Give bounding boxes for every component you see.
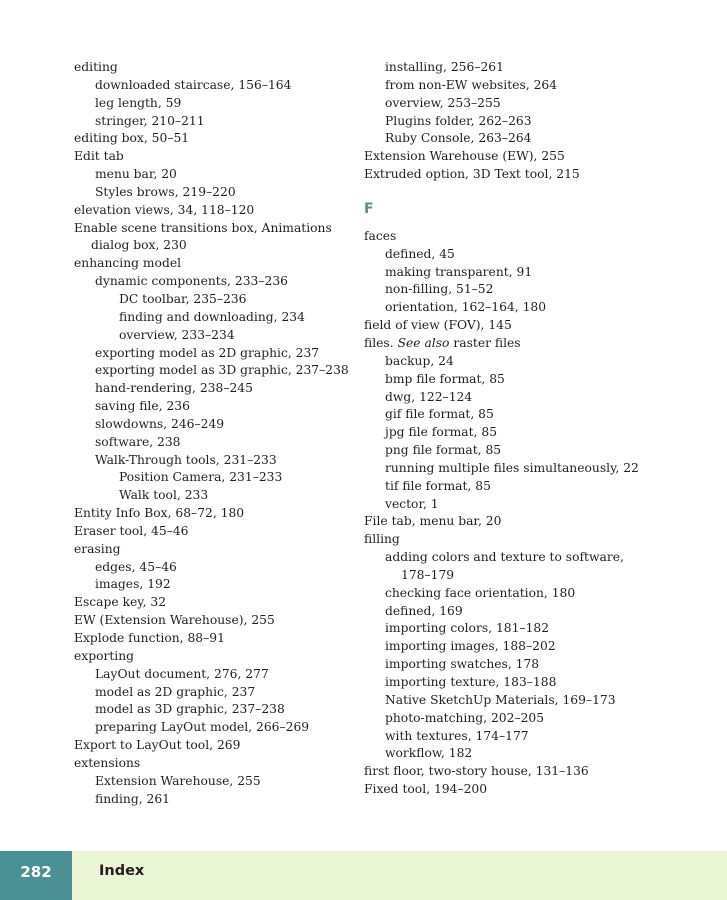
index-entry: editing <box>74 60 118 74</box>
index-subentry: downloaded staircase, 156–164 <box>95 77 292 92</box>
index-subentry: jpg file format, 85 <box>385 425 498 440</box>
index-subentry: overview, 233–234 <box>119 327 235 342</box>
index-subentry: dwg, 122–124 <box>385 389 473 404</box>
index-subentry: defined, 45 <box>385 246 455 261</box>
index-subentry: checking face orientation, 180 <box>385 585 576 600</box>
index-subentry: bmp file format, 85 <box>385 371 505 386</box>
index-subentry: finding, 261 <box>95 791 171 806</box>
footer-section-title: Index <box>99 863 145 879</box>
index-subentry: leg length, 59 <box>95 95 182 110</box>
index-subentry: edges, 45–46 <box>95 559 177 574</box>
index-subentry: images, 192 <box>95 577 171 592</box>
index-subentry: non-filling, 51–52 <box>385 282 494 297</box>
section-letter-heading: F <box>364 200 374 217</box>
index-subentry: model as 2D graphic, 237 <box>95 684 256 699</box>
index-entry: exporting <box>74 648 135 663</box>
see-also-ref: See also <box>397 335 450 350</box>
index-subentry: png file format, 85 <box>385 443 502 458</box>
index-subentry: Walk-Through tools, 231–233 <box>95 452 277 467</box>
index-subentry: Plugins folder, 262–263 <box>385 113 532 128</box>
index-entry: filling <box>364 532 400 547</box>
index-subentry: preparing LayOut model, 266–269 <box>95 720 310 735</box>
index-subentry: importing images, 188–202 <box>385 639 556 654</box>
index-subentry: model as 3D graphic, 237–238 <box>95 702 285 717</box>
index-subentry: backup, 24 <box>385 353 454 368</box>
index-entry: faces <box>364 228 397 243</box>
index-subentry: stringer, 210–211 <box>95 113 205 128</box>
index-subentry: exporting model as 3D graphic, 237–238 <box>95 363 349 378</box>
index-subentry: dynamic components, 233–236 <box>95 274 288 289</box>
index-subentry: importing swatches, 178 <box>385 657 540 672</box>
index-entry: Fixed tool, 194–200 <box>364 782 488 797</box>
index-entry: files. See also raster files <box>364 335 521 350</box>
index-entry: field of view (FOV), 145 <box>364 318 512 333</box>
index-column-right <box>364 59 664 799</box>
index-subentry: Styles brows, 219–220 <box>95 184 236 199</box>
index-subentry: overview, 253–255 <box>385 95 501 110</box>
page-footer <box>0 851 727 900</box>
index-entry: Export to LayOut tool, 269 <box>74 738 241 753</box>
index-subentry: Extension Warehouse, 255 <box>95 773 261 788</box>
index-subentry: defined, 169 <box>385 603 463 618</box>
index-entry: Edit tab <box>74 149 124 164</box>
index-subentry: importing colors, 181–182 <box>385 621 550 636</box>
index-entry: EW (Extension Warehouse), 255 <box>74 613 275 628</box>
index-subentry: Walk tool, 233 <box>119 488 209 503</box>
index-subentry: software, 238 <box>95 434 181 449</box>
index-entry: first floor, two-story house, 131–136 <box>364 764 589 779</box>
index-subentry: vector, 1 <box>385 496 439 511</box>
index-entry: Extruded option, 3D Text tool, 215 <box>364 167 580 182</box>
index-entry: Explode function, 88–91 <box>74 631 225 645</box>
index-entry: Eraser tool, 45–46 <box>74 523 189 538</box>
index-entry: editing box, 50–51 <box>74 131 190 146</box>
index-subentry: 178–179 <box>401 567 455 582</box>
page-number: 282 <box>0 851 72 900</box>
index-entry: File tab, menu bar, 20 <box>364 514 502 529</box>
index-subentry: photo-matching, 202–205 <box>385 710 545 725</box>
index-subentry: hand-rendering, 238–245 <box>95 381 253 396</box>
index-entry: Extension Warehouse (EW), 255 <box>364 149 565 164</box>
index-column-left <box>74 59 349 808</box>
index-subentry: Ruby Console, 263–264 <box>385 131 532 146</box>
index-subentry: adding colors and texture to software, <box>385 550 624 565</box>
index-subentry: making transparent, 91 <box>385 264 533 279</box>
index-subentry: LayOut document, 276, 277 <box>95 666 269 681</box>
index-subentry: from non-EW websites, 264 <box>385 77 558 92</box>
index-subentry: gif file format, 85 <box>385 407 494 422</box>
index-subentry: orientation, 162–164, 180 <box>385 300 547 315</box>
index-entry: Entity Info Box, 68–72, 180 <box>74 506 245 521</box>
index-subentry: running multiple files simultaneously, 22 <box>385 460 639 475</box>
index-subentry: exporting model as 2D graphic, 237 <box>95 345 320 360</box>
index-entry: erasing <box>74 541 121 556</box>
index-subentry: with textures, 174–177 <box>385 728 529 743</box>
index-subentry: Native SketchUp Materials, 169–173 <box>385 692 616 707</box>
index-entry: extensions <box>74 755 141 770</box>
index-subentry: workflow, 182 <box>385 746 473 761</box>
index-entry: enhancing model <box>74 256 182 271</box>
index-entry: Escape key, 32 <box>74 595 167 610</box>
index-subentry: saving file, 236 <box>95 399 190 414</box>
index-subentry: DC toolbar, 235–236 <box>119 291 247 306</box>
index-subentry: slowdowns, 246–249 <box>95 416 225 431</box>
index-subentry: Position Camera, 231–233 <box>119 470 283 485</box>
index-entry: elevation views, 34, 118–120 <box>74 202 255 217</box>
index-subentry: menu bar, 20 <box>95 167 177 182</box>
index-subentry: tif file format, 85 <box>385 478 491 493</box>
index-entry: Enable scene transitions box, Animations <box>74 220 332 235</box>
index-subentry: dialog box, 230 <box>91 238 187 253</box>
index-subentry: installing, 256–261 <box>385 60 504 74</box>
index-subentry: finding and downloading, 234 <box>119 309 305 324</box>
index-subentry: importing texture, 183–188 <box>385 675 557 689</box>
